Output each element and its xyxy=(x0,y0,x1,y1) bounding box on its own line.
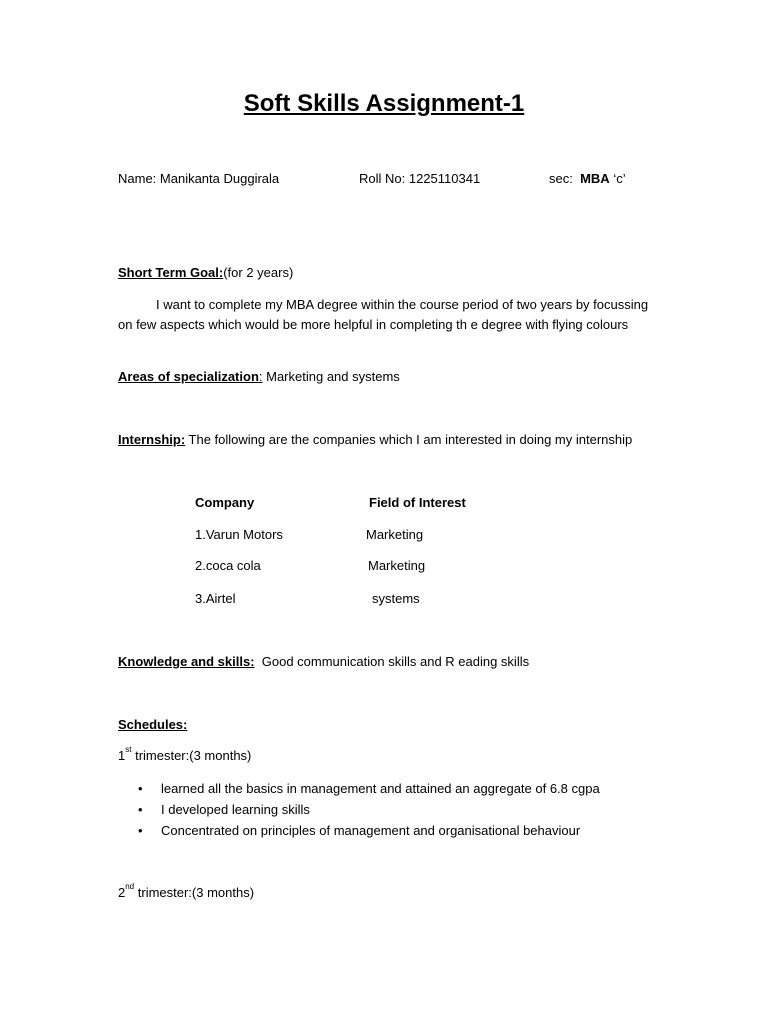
bullet-icon: • xyxy=(138,802,143,817)
list-item: • I developed learning skills xyxy=(118,799,600,820)
internship-line xyxy=(118,432,632,448)
bullet-icon: • xyxy=(138,823,143,838)
company-cell: 2.coca cola xyxy=(195,558,261,573)
section-value: ‘c’ xyxy=(613,171,626,186)
bullet-icon: • xyxy=(138,781,143,796)
trimester-1-list xyxy=(118,778,600,841)
company-column-header: Company xyxy=(195,495,255,510)
company-cell: 3.Airtel xyxy=(195,591,236,606)
field-cell: Marketing xyxy=(368,558,426,573)
list-item: • Concentrated on principles of management and organisational behaviour xyxy=(118,820,600,841)
specialization-line xyxy=(118,369,400,385)
knowledge-value: Good communication skills and R eading skills xyxy=(254,654,530,669)
knowledge-label: Knowledge and skills: xyxy=(118,654,255,669)
student-name: Name: Manikanta Duggirala xyxy=(118,171,280,186)
field-cell: Marketing xyxy=(366,527,424,542)
specialization-value: Marketing and systems xyxy=(262,369,400,384)
section-label: sec: xyxy=(549,171,573,186)
document-title: Soft Skills Assignment-1 xyxy=(243,90,525,117)
short-term-goal-label: Short Term Goal: xyxy=(118,265,224,280)
knowledge-line xyxy=(118,654,529,670)
company-cell: 1.Varun Motors xyxy=(195,527,283,542)
specialization-separator: : xyxy=(258,369,263,384)
schedules-heading: Schedules: xyxy=(118,717,188,732)
short-term-goal-body: I want to complete my MBA degree within the course period of two years by focussing on few aspects which would be more helpful in completing th e degree with flying colours xyxy=(118,297,649,332)
trimester-2-heading: 2nd trimester:(3 months) xyxy=(118,882,255,900)
section-program: MBA xyxy=(580,171,610,186)
trimester-1-heading: 1st trimester:(3 months) xyxy=(118,745,252,763)
short-term-goal-heading xyxy=(118,265,293,281)
field-column-header: Field of Interest xyxy=(369,495,466,510)
roll-number: Roll No: 1225110341 xyxy=(359,171,481,186)
specialization-label: Areas of specialization xyxy=(118,369,259,384)
section-info xyxy=(549,171,626,187)
internship-label: Internship: xyxy=(118,432,186,447)
field-cell: systems xyxy=(372,591,420,606)
list-item: • learned all the basics in management and attained an aggregate of 6.8 cgpa xyxy=(118,778,600,799)
short-term-goal-duration: (for 2 years) xyxy=(223,265,294,280)
internship-text: The following are the companies which I am interested in doing my internship xyxy=(185,432,633,447)
